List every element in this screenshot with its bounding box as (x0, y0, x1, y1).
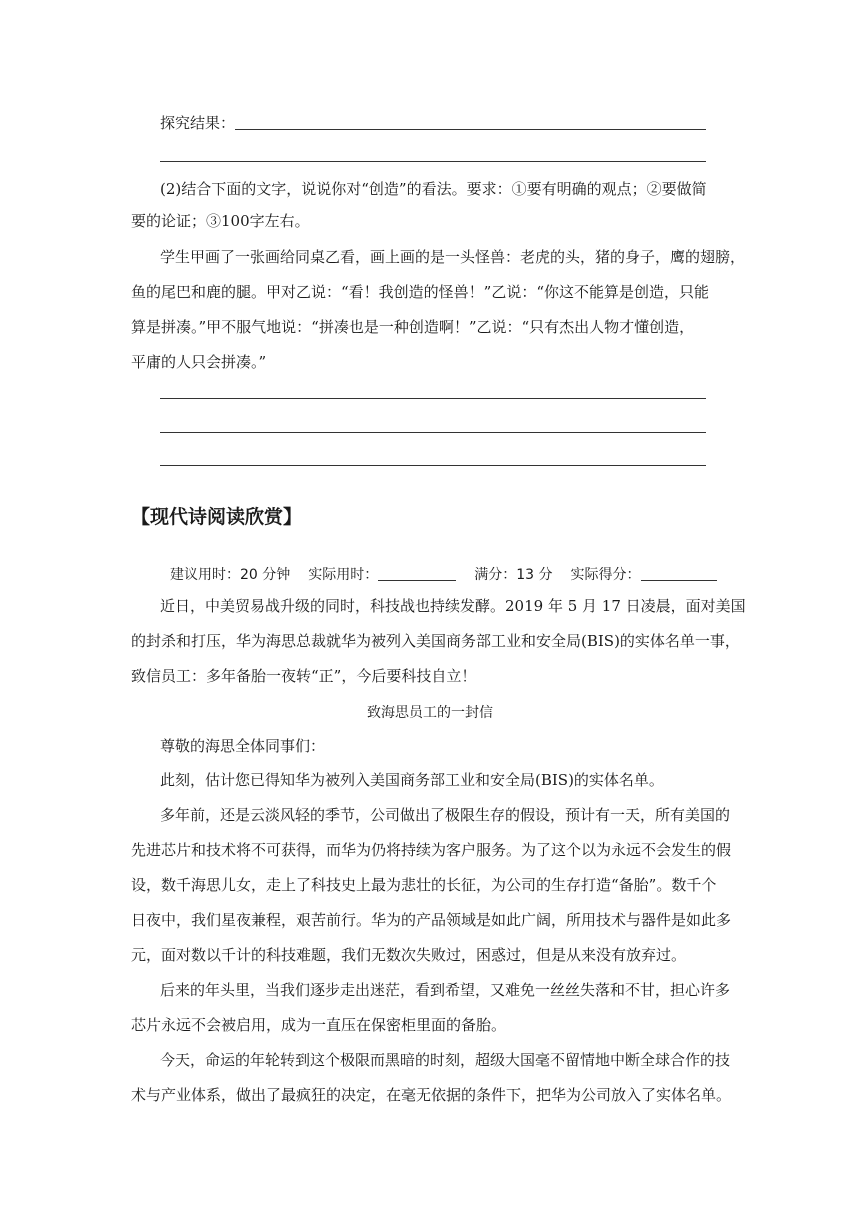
letter-paragraph-3-line-1: 后来的年头里，当我们逐步走出迷茫，看到希望，又难免一丝丝失落和不甘，担心许多 (160, 981, 731, 999)
letter-paragraph-2-line-5: 元，面对数以千计的科技难题，我们无数次失败过，困惑过，但是从来没有放弃过。 (131, 946, 687, 964)
actual-score-blank[interactable] (641, 579, 717, 581)
letter-paragraph-2-line-2: 先进芯片和技术将不可获得，而华为仍将持续为客户服务。为了这个以为永远不会发生的假 (131, 841, 732, 859)
section-title: 【现代诗阅读欣赏】 (131, 506, 303, 528)
full-score: 满分：13 分 (474, 567, 553, 583)
letter-title: 致海思员工的一封信 (367, 705, 493, 721)
story-line-3: 算是拼凑。”甲不服气地说：“拼凑也是一种创造啊！”乙说：“只有杰出人物才懂创造， (131, 318, 695, 336)
letter-paragraph-2-line-1: 多年前，还是云淡风轻的季节，公司做出了极限生存的假设，预计有一天，所有美国的 (160, 806, 731, 824)
letter-greeting: 尊敬的海思全体同事们： (160, 737, 326, 755)
actual-score-label: 实际得分： (570, 567, 641, 583)
time-score-bar (170, 568, 717, 582)
letter-paragraph-1: 此刻，估计您已得知华为被列入美国商务部工业和安全局(BIS)的实体名单。 (160, 771, 664, 789)
letter-paragraph-4-line-1: 今天，命运的年轮转到这个极限而黑暗的时刻，超级大国毫不留情地中断全球合作的技 (160, 1051, 731, 1069)
intro-line-1: 近日，中美贸易战升级的同时，科技战也持续发酵。2019 年 5 月 17 日凌晨，面对美国 (160, 597, 746, 615)
story-line-1: 学生甲画了一张画给同桌乙看，画上画的是一头怪兽：老虎的头，猪的身子，鹰的翅膀， (160, 248, 746, 266)
letter-paragraph-2-line-4: 日夜中，我们星夜兼程，艰苦前行。华为的产品领域是如此广阔，所用技术与器件是如此多 (131, 911, 732, 929)
question-2-line-2: 要的论证；③100字左右。 (131, 212, 310, 230)
intro-line-3: 致信员工：多年备胎一夜转“正”，今后要科技自立！ (131, 667, 477, 685)
actual-time-label: 实际用时： (308, 567, 379, 583)
letter-paragraph-3-line-2: 芯片永远不会被启用，成为一直压在保密柜里面的备胎。 (131, 1016, 507, 1034)
actual-time-blank[interactable] (378, 579, 456, 581)
explore-result-line (160, 116, 706, 131)
explore-result-label: 探究结果： (160, 114, 236, 132)
suggested-time: 建议用时：20 分钟 (170, 567, 291, 583)
story-line-4: 平庸的人只会拼凑。” (131, 353, 267, 371)
answer-line[interactable] (160, 398, 706, 399)
question-2-line-1: (2)结合下面的文字，说说你对“创造”的看法。要求：①要有明确的观点；②要做简 (160, 180, 707, 198)
answer-blank[interactable] (235, 128, 706, 130)
intro-line-2: 的封杀和打压，华为海思总裁就华为被列入美国商务部工业和安全局(BIS)的实体名单一事， (131, 632, 740, 650)
answer-line[interactable] (160, 432, 706, 433)
answer-line[interactable] (160, 161, 706, 162)
story-line-2: 鱼的尾巴和鹿的腿。甲对乙说：“看！我创造的怪兽！”乙说：“你这不能算是创造，只能 (131, 283, 710, 301)
answer-line[interactable] (160, 465, 706, 466)
letter-paragraph-2-line-3: 设，数千海思儿女，走上了科技史上最为悲壮的长征，为公司的生存打造“备胎”。数千个 (131, 876, 717, 894)
letter-paragraph-4-line-2: 术与产业体系，做出了最疯狂的决定，在毫无依据的条件下，把华为公司放入了实体名单。 (131, 1086, 732, 1104)
